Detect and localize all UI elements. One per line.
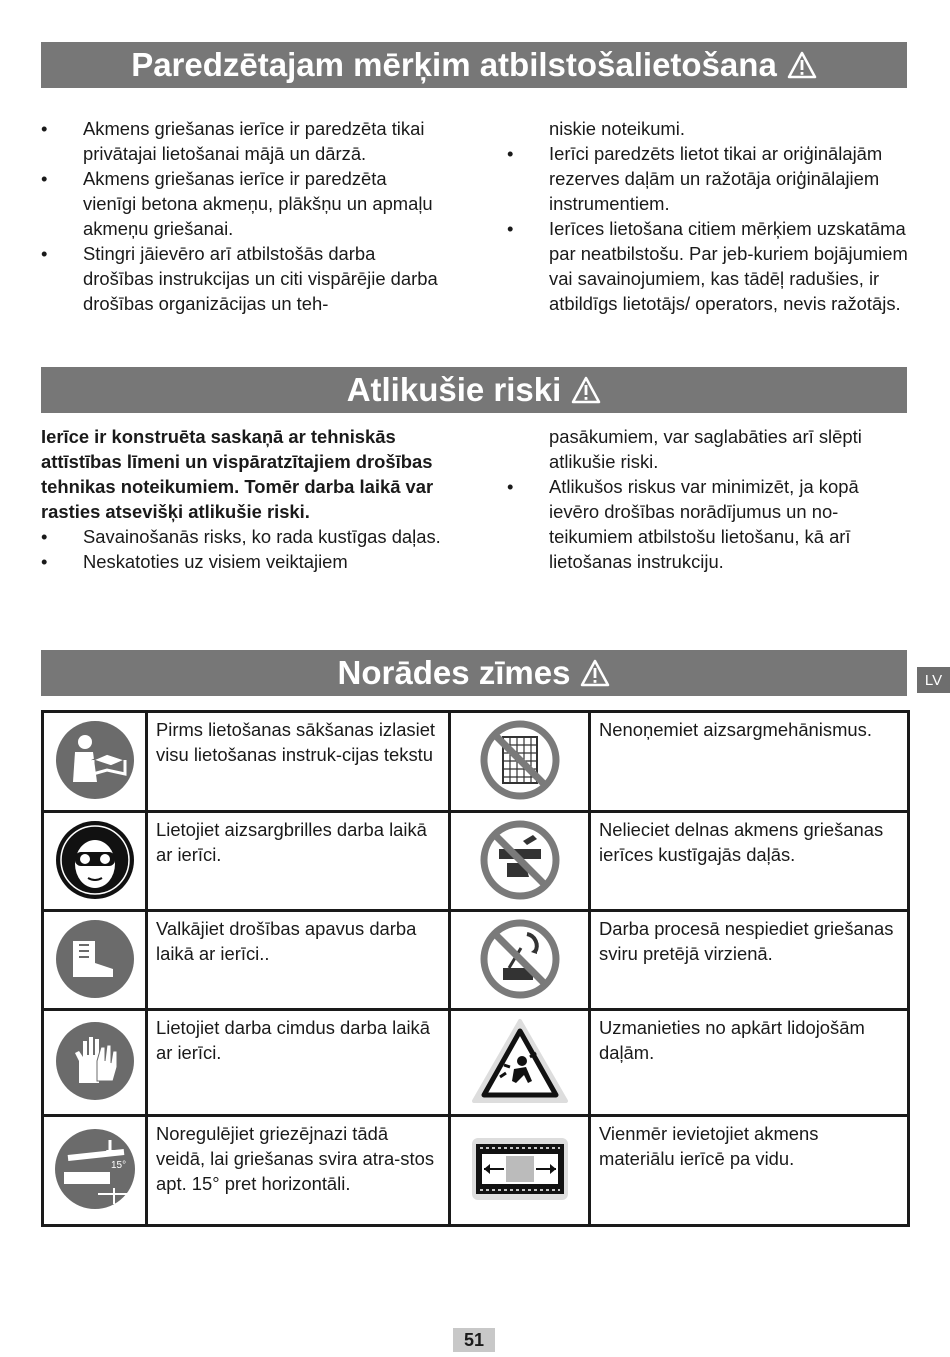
sign-cell	[450, 812, 590, 911]
warning-triangle-icon	[580, 659, 610, 687]
continued-text: niskie noteikumi.	[549, 118, 685, 139]
sign-cell	[43, 712, 147, 812]
list-item: • Stingri jāievēro arī atbilstošās darba drošības instrukcijas un citi vispārējie darba drošības organizācijas un teh-	[41, 241, 441, 316]
signs-table	[41, 710, 910, 1227]
section-title: Paredzētajam mērķim atbilstošalietošana	[131, 46, 777, 83]
list-item: • Akmens griešanas ierīce ir paredzēta tikai privātajai lietošanai mājā un dārzā.	[41, 116, 441, 166]
no-remove-guard-icon	[451, 713, 588, 807]
flying-parts-warning-icon	[451, 1011, 588, 1111]
no-reverse-lever-icon	[451, 912, 588, 1005]
list-item: • Neskatoties uz visiem veiktajiem	[41, 549, 451, 574]
work-gloves-icon	[44, 1011, 145, 1111]
sign-description: Vienmēr ievietojiet akmens materiālu ierīcē pa vidu.	[590, 1116, 909, 1226]
sign-cell	[43, 1010, 147, 1116]
section-banner-residual-risks	[41, 367, 907, 413]
sign-description: Uzmanieties no apkārt lidojošām daļām.	[590, 1010, 909, 1116]
page-number: 51	[453, 1328, 495, 1352]
table-row	[43, 712, 909, 812]
sign-description: Lietojiet darba cimdus darba laikā ar ierīci.	[147, 1010, 450, 1116]
section-title: Norādes zīmes	[337, 654, 571, 691]
sign-cell	[450, 1010, 590, 1116]
sign-description: Nelieciet delnas akmens griešanas ierīces kustīgajās daļās.	[590, 812, 909, 911]
table-row	[43, 911, 909, 1010]
section-banner-intended-use	[41, 42, 907, 88]
lever-angle-icon	[44, 1117, 145, 1221]
angle-label: 15°	[110, 1160, 126, 1171]
center-material-icon	[451, 1117, 588, 1221]
no-hands-moving-parts-icon	[451, 813, 588, 906]
list-item: • Savainošanās risks, ko rada kustīgas daļas.	[41, 524, 451, 549]
list-item: • Akmens griešanas ierīce ir paredzēta vienīgi betona akmeņu, plākšņu un apmaļu akmeņu griešanai.	[41, 166, 441, 241]
language-tab: LV	[917, 667, 950, 693]
sign-description: Darba procesā nespiediet griešanas sviru pretējā virzienā.	[590, 911, 909, 1010]
section1-right-column	[507, 116, 911, 316]
sign-description: Pirms lietošanas sākšanas izlasiet visu lietošanas instruk-cijas tekstu	[147, 712, 450, 812]
section-title: Atlikušie riski	[346, 371, 562, 408]
warning-triangle-icon	[787, 51, 817, 79]
warning-triangle-icon	[571, 376, 601, 404]
list-item: • Atlikušos riskus var minimizēt, ja kopā ievēro drošības norādījumus un no-teikumiem atbilstošu lietošanu, kā arī lietošanas instrukciju.	[507, 474, 911, 574]
list-item: • Ierīces lietošana citiem mērķiem uzskatāma par neatbilstošu. Par jeb-kuriem bojājumiem vai savainojumiem, kas tādēļ radušies, ir atbildīgs lietotājs/ operators, nevis ražotājs.	[507, 216, 911, 316]
sign-description: Nenoņemiet aizsargmehānismus.	[590, 712, 909, 812]
list-item: • Ierīci paredzēts lietot tikai ar oriģinālajām rezerves daļām un ražotāja oriģinālajiem instrumentiem.	[507, 141, 911, 216]
sign-description: Noregulējiet griezējnazi tādā veidā, lai griešanas svira atra-stos apt. 15° pret horizontāli.	[147, 1116, 450, 1226]
sign-description: Lietojiet aizsargbrilles darba laikā ar ierīci.	[147, 812, 450, 911]
continued-text: pasākumiem, var saglabāties arī slēpti atlikušie riski.	[549, 426, 862, 472]
section1-left-column	[41, 116, 441, 316]
intro-text: Ierīce ir konstruēta saskaņā ar tehniskās attīstības līmeni un vispāratzītajiem drošības tehnikas noteikumiem. Tomēr darba laikā var rasties atsevišķi atlikušie riski.	[41, 426, 434, 522]
read-manual-icon	[44, 713, 145, 807]
section-banner-signs	[41, 650, 907, 696]
safety-boots-icon	[44, 912, 145, 1005]
section2-right-column	[507, 424, 911, 574]
sign-cell	[450, 911, 590, 1010]
sign-cell	[43, 812, 147, 911]
section2-left-column	[41, 424, 451, 574]
sign-cell	[450, 1116, 590, 1226]
sign-cell	[43, 911, 147, 1010]
safety-goggles-icon	[44, 813, 145, 906]
sign-description: Valkājiet drošības apavus darba laikā ar ierīci..	[147, 911, 450, 1010]
table-row	[43, 812, 909, 911]
sign-cell	[43, 1116, 147, 1226]
table-row	[43, 1116, 909, 1226]
sign-cell	[450, 712, 590, 812]
table-row	[43, 1010, 909, 1116]
